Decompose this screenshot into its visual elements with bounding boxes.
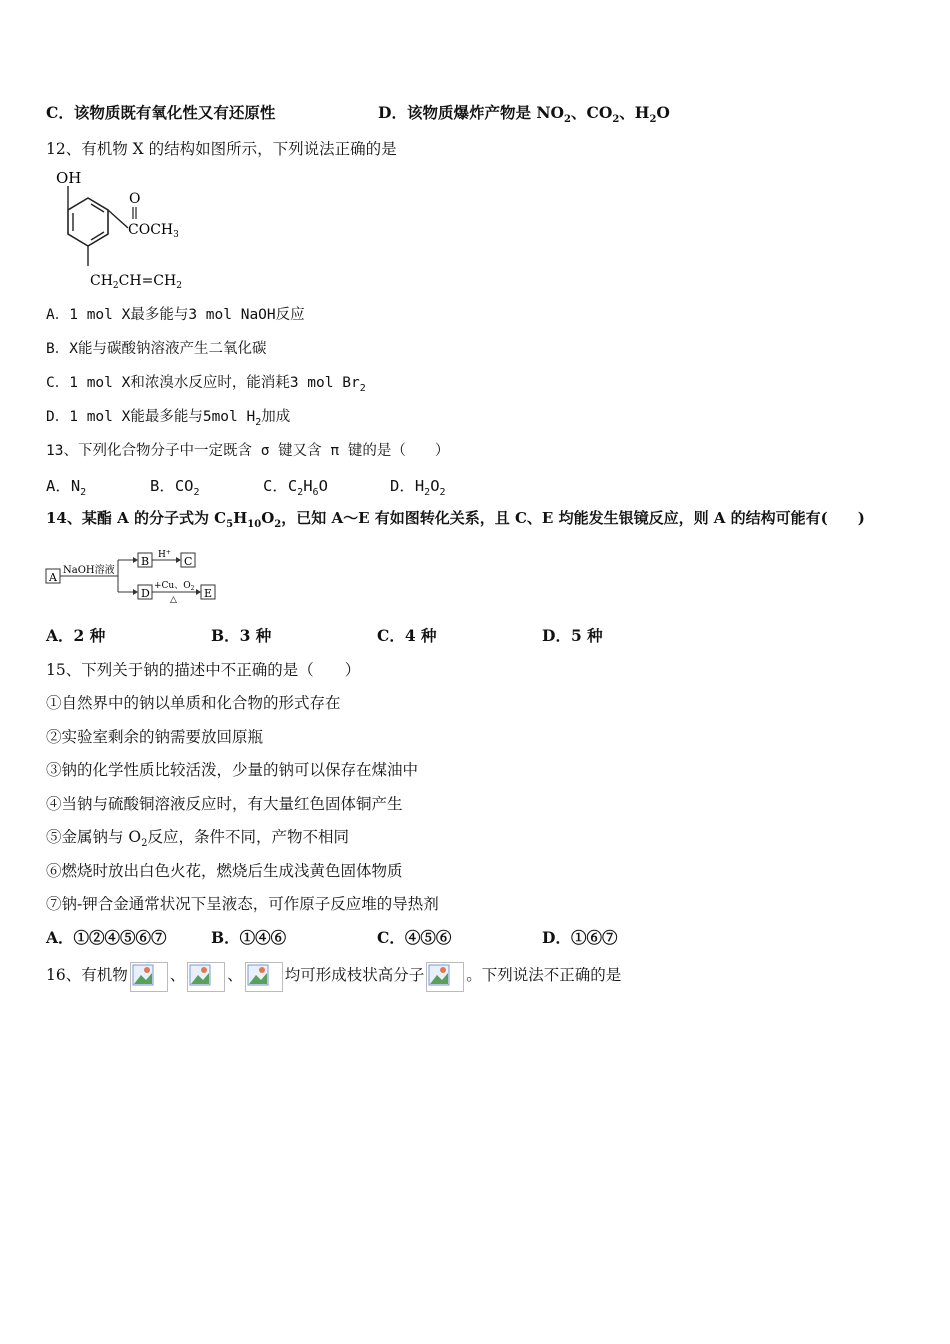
q15-item-1: ①自然界中的钠以单质和化合物的形式存在: [46, 694, 341, 712]
q16-stem: 16、有机物 、 、 均可形成枝状高分子 。下列说法不正确的是: [46, 958, 621, 992]
q15-item-6: ⑥燃烧时放出白色火花，燃烧后生成浅黄色固体物质: [46, 862, 403, 880]
q13-option-c: C．$C_2H_6O$: [263, 477, 328, 499]
node-b: B: [141, 555, 150, 568]
q15-item-4: ④当钠与硫酸铜溶液反应时，有大量红色固体铜产生: [46, 795, 403, 813]
benzene-ring: [68, 198, 108, 246]
svg-text:O: O: [129, 191, 141, 207]
svg-text:H+: H+: [158, 549, 171, 560]
q12-option-d: D．1 mol X能最多能与5mol $H_2$加成: [46, 409, 291, 428]
broken-image-icon: [130, 962, 168, 992]
oh-label: OH: [56, 169, 82, 187]
broken-image-icon: [426, 962, 464, 992]
svg-text:+Cu、O2: +Cu、$O_2$: [154, 581, 195, 592]
q14-stem: 14、某酯 A 的分子式为 $C_5H_{10}O_2$，已知 A～E 有如图转化关系，且 C、E 均能发生银镜反应，则 A 的结构可能有( ): [46, 509, 865, 530]
q13-option-a: A．$N_2$: [46, 477, 87, 499]
node-c: C: [184, 555, 193, 568]
q12-option-c: C．1 mol X和浓溴水反应时，能消耗3 mol $Br_2$: [46, 375, 366, 394]
broken-image-icon: [187, 962, 225, 992]
node-d: D: [141, 587, 150, 600]
q11-option-c: C．该物质既有氧化性又有还原性: [46, 103, 276, 122]
q15-item-2: ②实验室剩余的钠需要放回原瓶: [46, 728, 264, 746]
naoh-label: NaOH溶液: [63, 565, 115, 576]
q15-item-3: ③钠的化学性质比较活泼，少量的钠可以保存在煤油中: [46, 761, 419, 779]
q12-structure-diagram: [40, 166, 200, 296]
q14-option-c: C．4 种: [377, 626, 437, 645]
q15-item-7: ⑦钠-钾合金通常状况下呈液态，可作原子反应堆的导热剂: [46, 895, 439, 913]
q15-option-c: C．④⑤⑥: [377, 928, 452, 947]
q13-option-d: D．$H_2O_2$: [390, 477, 446, 499]
svg-text:COCH3: $COCH_3$: [128, 222, 179, 240]
node-e: E: [204, 587, 213, 600]
q14-conversion-diagram: [44, 548, 224, 604]
svg-text:CH2CH=CH2: $CH_2CH=CH_2$: [90, 273, 182, 291]
svg-text:△: △: [170, 595, 177, 604]
q14-option-a: A．2 种: [46, 626, 106, 645]
q11-option-d: D．该物质爆炸产物是 $NO_2$、$CO_2$、$H_2O$: [378, 103, 670, 126]
q14-option-d: D．5 种: [542, 626, 603, 645]
q15-stem: 15、下列关于钠的描述中不正确的是（ ）: [46, 661, 361, 679]
q15-item-5: ⑤金属钠与 $O_2$反应，条件不同，产物不相同: [46, 828, 350, 850]
q15-option-b: B．①④⑥: [211, 928, 287, 947]
broken-image-icon: [245, 962, 283, 992]
q15-option-a: A．①②④⑤⑥⑦: [46, 928, 167, 947]
q13-stem: 13、下列化合物分子中一定既含 σ 键又含 π 键的是（ ）: [46, 443, 450, 459]
q12-option-b: B．X能与碳酸钠溶液产生二氧化碳: [46, 341, 267, 357]
q13-option-b: B．$CO_2$: [150, 477, 200, 499]
node-a: A: [49, 571, 57, 584]
q14-option-b: B．3 种: [211, 626, 272, 645]
q15-option-d: D．①⑥⑦: [542, 928, 618, 947]
q12-stem: 12、有机物 X 的结构如图所示，下列说法正确的是: [46, 140, 397, 158]
q12-option-a: A．1 mol X最多能与3 mol NaOH反应: [46, 307, 305, 323]
